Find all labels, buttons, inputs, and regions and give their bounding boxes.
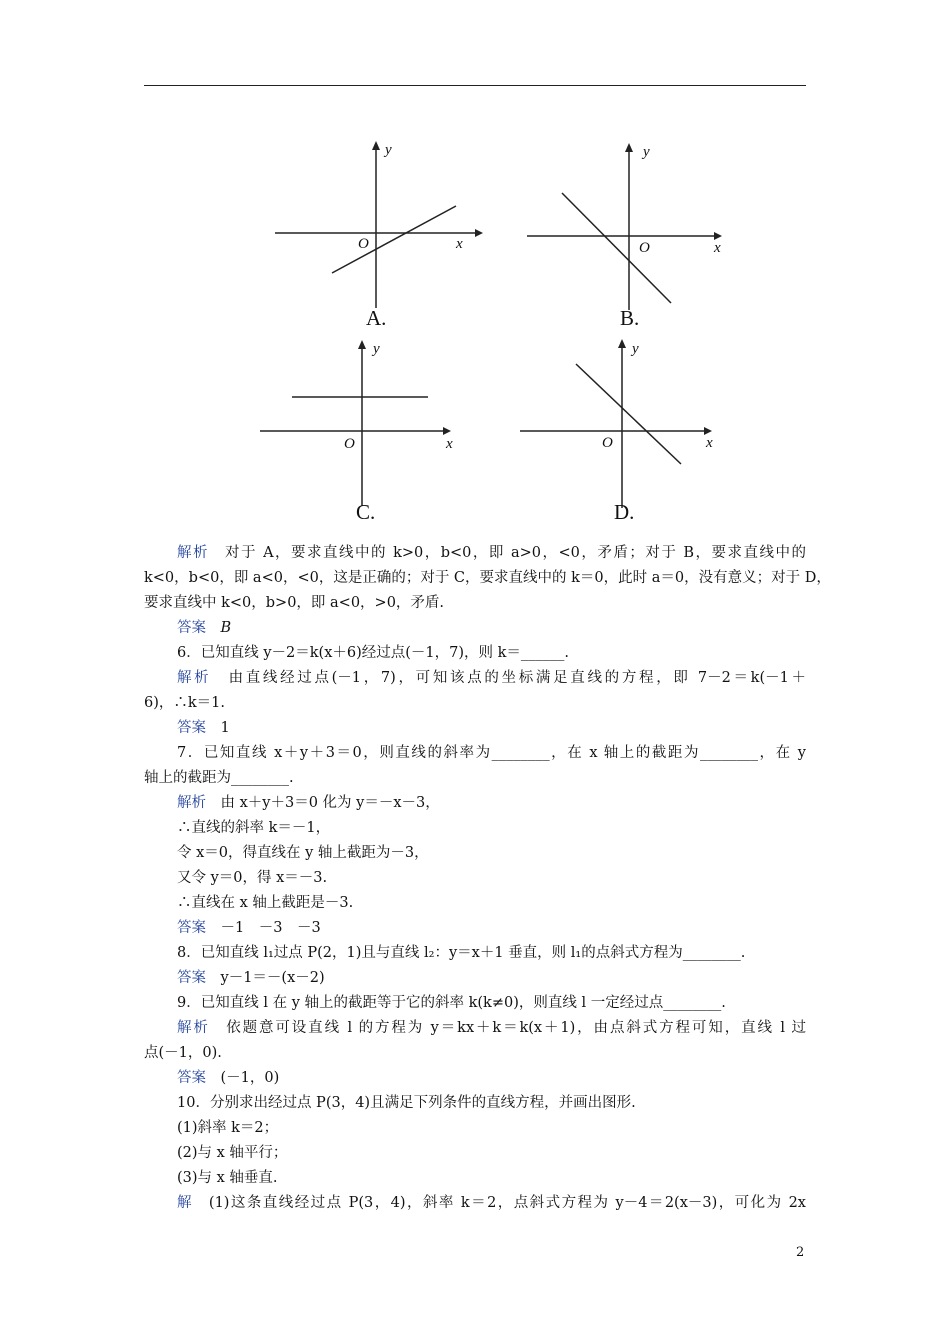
text-line [144, 866, 806, 891]
line-text: 对于 A，要求直线中的 k>0，b<0，即 a>0，<0，矛盾；对于 B，要求直线中的 [225, 545, 807, 561]
graph-b [524, 138, 764, 338]
graph-b-x-label: x [714, 240, 721, 256]
text-line [144, 766, 806, 791]
graph-d-x-label: x [706, 435, 713, 451]
line-text: 点(－1，0). [144, 1045, 222, 1061]
graph-b-y-label: y [643, 144, 650, 160]
text-line [144, 1066, 806, 1091]
line-label: 解析 [177, 1020, 210, 1036]
line-text: 又令 y＝0，得 x＝－3. [177, 870, 328, 886]
solution-text [144, 541, 831, 1216]
line-text: 轴上的截距为________. [144, 770, 294, 786]
line-text: (1)这条直线经过点 P(3，4)，斜率 k＝2，点斜式方程为 y－4＝2(x－3)，可化为 2x [208, 1195, 806, 1211]
line-text: 7．已知直线 x＋y＋3＝0，则直线的斜率为________，在 x 轴上的截距为________，在 y [177, 745, 806, 761]
line-text: 1 [220, 720, 230, 736]
graph-a-caption: A. [366, 306, 387, 330]
text-line [144, 1091, 806, 1116]
text-line [144, 591, 806, 616]
graph-a-origin-label: O [358, 236, 369, 252]
text-line [144, 541, 806, 566]
graph-d-origin-label: O [602, 435, 613, 451]
graph-b-origin-label: O [639, 240, 650, 256]
line-text: (2)与 x 轴平行； [177, 1145, 288, 1161]
line-label: 答案 [177, 620, 206, 636]
line-text: 要求直线中 k<0，b>0，即 a<0，>0，矛盾. [144, 595, 445, 611]
line-text: 6．已知直线 y－2＝k(x＋6)经过点(－1，7)，则 k＝______. [177, 645, 570, 661]
text-line [144, 991, 806, 1016]
graph-c-caption: C. [356, 500, 376, 524]
graph-c-origin-label: O [344, 436, 355, 452]
graph-c-x-label: x [446, 436, 453, 452]
graph-d [518, 336, 758, 536]
line-text: ∴直线在 x 轴上截距是－3. [177, 895, 354, 911]
text-line [144, 716, 806, 741]
text-line [144, 741, 806, 766]
line-label: 答案 [177, 1070, 206, 1086]
text-line [144, 966, 806, 991]
line-label: 解析 [177, 795, 206, 811]
text-line [144, 1116, 806, 1141]
line-text: y－1＝－(x－2) [220, 970, 325, 986]
line-text: 9．已知直线 l 在 y 轴上的截距等于它的斜率 k(k≠0)，则直线 l 一定经过点________. [177, 995, 726, 1011]
line-text: 6)，∴k＝1. [144, 695, 226, 711]
line-label: 解 [177, 1195, 193, 1211]
text-line [144, 666, 806, 691]
line-label: 答案 [177, 920, 206, 936]
graph-a-x-label: x [456, 236, 463, 252]
graph-c-y-label: y [373, 341, 380, 357]
text-line [144, 816, 806, 841]
text-line [144, 1166, 806, 1191]
line-text: －1 －3 －3 [220, 920, 321, 936]
text-line [144, 841, 806, 866]
line-text: 由直线经过点(－1，7)，可知该点的坐标满足直线的方程，即 7－2＝k(－1＋ [228, 670, 807, 686]
line-text: (3)与 x 轴垂直. [177, 1170, 278, 1186]
line-text: 令 x＝0，得直线在 y 轴上截距为－3， [177, 845, 429, 861]
graph-d-y-label: y [632, 341, 639, 357]
text-line [144, 616, 806, 641]
line-label: 解析 [177, 545, 209, 561]
text-line [144, 1041, 806, 1066]
text-line [144, 1191, 806, 1216]
graph-b-plot [524, 138, 764, 338]
page-number: 2 [796, 1245, 805, 1260]
text-line [144, 916, 806, 941]
line-text: (1)斜率 k＝2； [177, 1120, 279, 1136]
line-text: ∴直线的斜率 k＝－1， [177, 820, 331, 836]
text-line [144, 566, 831, 591]
graph-a-y-label: y [385, 142, 392, 158]
line-label: 解析 [177, 670, 212, 686]
header-rule [144, 85, 806, 86]
text-line [144, 1141, 806, 1166]
graph-b-caption: B. [620, 306, 640, 330]
line-text: (－1，0) [220, 1070, 280, 1086]
text-line [144, 691, 806, 716]
text-line [144, 791, 806, 816]
graph-a-plot [270, 138, 510, 338]
line-label: 答案 [177, 720, 206, 736]
line-text: B [220, 620, 232, 636]
line-text: 8．已知直线 l₁过点 P(2，1)且与直线 l₂：y＝x＋1 垂直，则 l₁的点斜式方程为________. [177, 945, 746, 961]
text-line [144, 891, 806, 916]
graph-d-plot [518, 336, 758, 536]
text-line [144, 1016, 806, 1041]
line-text: 由 x＋y＋3＝0 化为 y＝－x－3， [220, 795, 440, 811]
line-text: k<0，b<0，即 a<0，<0，这是正确的；对于 C，要求直线中的 k＝0，此时 a＝0，没有意义；对于 D， [144, 570, 831, 586]
line-label: 答案 [177, 970, 206, 986]
text-line [144, 641, 806, 666]
line-text: 10．分别求出经过点 P(3，4)且满足下列条件的直线方程，并画出图形. [177, 1095, 636, 1111]
graph-c-plot [258, 336, 498, 536]
graph-a [270, 138, 510, 338]
line-text: 依题意可设直线 l 的方程为 y＝kx＋k＝k(x＋1)，由点斜式方程可知，直线 l 过 [226, 1020, 807, 1036]
text-line [144, 941, 806, 966]
graph-d-caption: D. [614, 500, 635, 524]
graph-c [258, 336, 498, 536]
